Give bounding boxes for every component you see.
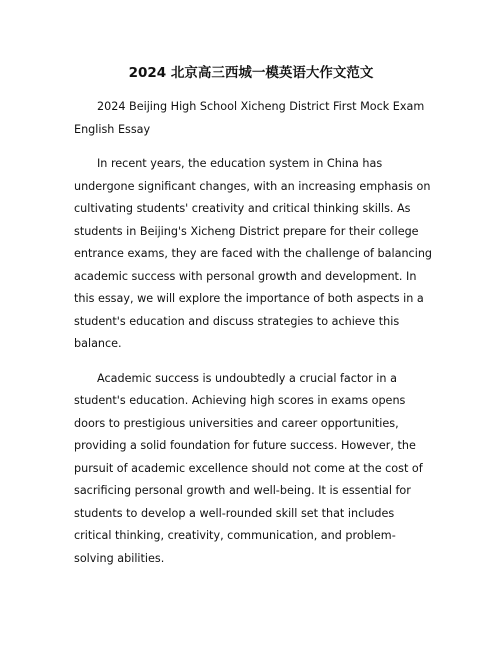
document-title: 2024 北京高三西城一模英语大作文范文	[128, 65, 374, 81]
intro-paragraph: In recent years, the education system in China has undergone significant changes, with an increasing emphasis on cultivating students' creativity and critical thinking skills. As students in Beijing's Xicheng District prepare for their college entrance exams, they are faced with the challenge of balancing academic success with personal growth and development. In this essay, we will explore the importance of both aspects in a student's education and discuss strategies to achieve this balance.	[74, 157, 433, 350]
document-body	[74, 96, 432, 582]
subtitle-paragraph: 2024 Beijing High School Xicheng District First Mock Exam English Essay	[74, 100, 425, 136]
academic-success-paragraph: Academic success is undoubtedly a crucial factor in a student's education. Achieving high scores in exams opens doors to prestigious universities and career opportunities, providing a solid foundation for future success. However, the pursuit of academic excellence should not come at the cost of sacrificing personal growth and well-being. It is essential for students to develop a well-rounded skill set that includes critical thinking, creativity, communication, and problem-solving abilities.	[74, 371, 423, 565]
